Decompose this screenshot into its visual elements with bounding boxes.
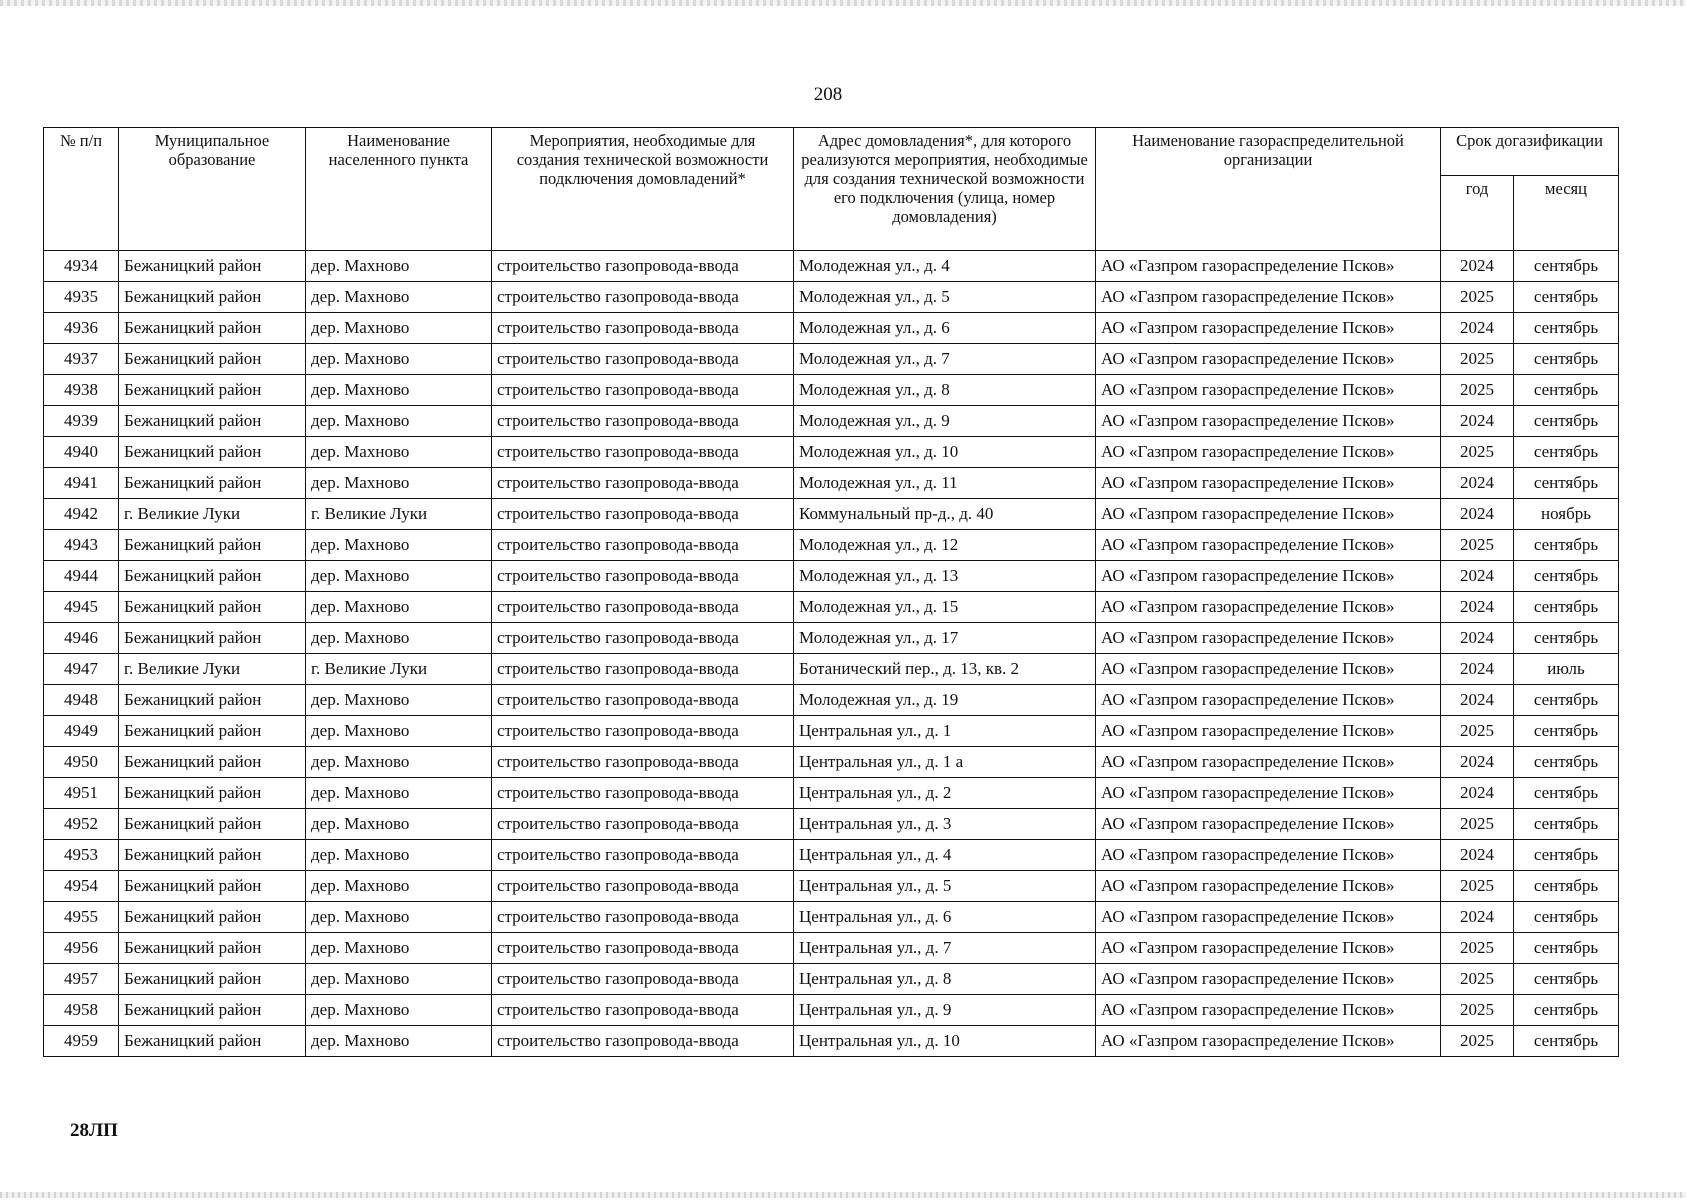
table-row xyxy=(44,561,1619,592)
measure-cell: строительство газопровода-ввода xyxy=(492,437,794,468)
municipality-cell: Бежаницкий район xyxy=(119,623,306,654)
year-cell: 2024 xyxy=(1441,406,1514,437)
measure-cell: строительство газопровода-ввода xyxy=(492,840,794,871)
settlement-cell: дер. Махново xyxy=(306,623,492,654)
address-cell: Молодежная ул., д. 11 xyxy=(794,468,1096,499)
year-cell: 2024 xyxy=(1441,654,1514,685)
settlement-cell: дер. Махново xyxy=(306,406,492,437)
address-cell: Центральная ул., д. 10 xyxy=(794,1026,1096,1057)
header-organization: Наименование газораспределительной организации xyxy=(1096,128,1441,251)
municipality-cell: Бежаницкий район xyxy=(119,1026,306,1057)
address-cell: Молодежная ул., д. 15 xyxy=(794,592,1096,623)
year-cell: 2024 xyxy=(1441,840,1514,871)
measure-cell: строительство газопровода-ввода xyxy=(492,282,794,313)
table-body xyxy=(44,251,1619,1057)
table-row xyxy=(44,623,1619,654)
organization-cell: АО «Газпром газораспределение Псков» xyxy=(1096,747,1441,778)
municipality-cell: Бежаницкий район xyxy=(119,840,306,871)
year-cell: 2024 xyxy=(1441,902,1514,933)
organization-cell: АО «Газпром газораспределение Псков» xyxy=(1096,871,1441,902)
year-cell: 2025 xyxy=(1441,716,1514,747)
year-cell: 2024 xyxy=(1441,468,1514,499)
organization-cell: АО «Газпром газораспределение Псков» xyxy=(1096,561,1441,592)
address-cell: Центральная ул., д. 2 xyxy=(794,778,1096,809)
row-number: 4949 xyxy=(44,716,119,747)
table-row xyxy=(44,685,1619,716)
measure-cell: строительство газопровода-ввода xyxy=(492,592,794,623)
municipality-cell: Бежаницкий район xyxy=(119,313,306,344)
address-cell: Центральная ул., д. 6 xyxy=(794,902,1096,933)
year-cell: 2025 xyxy=(1441,344,1514,375)
month-cell: сентябрь xyxy=(1514,251,1619,282)
address-cell: Центральная ул., д. 7 xyxy=(794,933,1096,964)
municipality-cell: Бежаницкий район xyxy=(119,747,306,778)
organization-cell: АО «Газпром газораспределение Псков» xyxy=(1096,623,1441,654)
municipality-cell: Бежаницкий район xyxy=(119,437,306,468)
measure-cell: строительство газопровода-ввода xyxy=(492,499,794,530)
year-cell: 2024 xyxy=(1441,499,1514,530)
year-cell: 2025 xyxy=(1441,933,1514,964)
table-row xyxy=(44,809,1619,840)
row-number: 4936 xyxy=(44,313,119,344)
address-cell: Молодежная ул., д. 13 xyxy=(794,561,1096,592)
row-number: 4946 xyxy=(44,623,119,654)
gasification-table xyxy=(43,127,1619,1057)
month-cell: сентябрь xyxy=(1514,809,1619,840)
organization-cell: АО «Газпром газораспределение Псков» xyxy=(1096,1026,1441,1057)
month-cell: ноябрь xyxy=(1514,499,1619,530)
row-number: 4955 xyxy=(44,902,119,933)
row-number: 4941 xyxy=(44,468,119,499)
table-row xyxy=(44,871,1619,902)
address-cell: Молодежная ул., д. 9 xyxy=(794,406,1096,437)
organization-cell: АО «Газпром газораспределение Псков» xyxy=(1096,530,1441,561)
settlement-cell: дер. Махново xyxy=(306,344,492,375)
row-number: 4951 xyxy=(44,778,119,809)
organization-cell: АО «Газпром газораспределение Псков» xyxy=(1096,468,1441,499)
month-cell: сентябрь xyxy=(1514,1026,1619,1057)
measure-cell: строительство газопровода-ввода xyxy=(492,964,794,995)
measure-cell: строительство газопровода-ввода xyxy=(492,685,794,716)
municipality-cell: Бежаницкий район xyxy=(119,933,306,964)
organization-cell: АО «Газпром газораспределение Псков» xyxy=(1096,437,1441,468)
settlement-cell: дер. Махново xyxy=(306,685,492,716)
measure-cell: строительство газопровода-ввода xyxy=(492,747,794,778)
row-number: 4945 xyxy=(44,592,119,623)
municipality-cell: Бежаницкий район xyxy=(119,902,306,933)
table-row xyxy=(44,654,1619,685)
address-cell: Молодежная ул., д. 17 xyxy=(794,623,1096,654)
settlement-cell: дер. Махново xyxy=(306,778,492,809)
year-cell: 2024 xyxy=(1441,685,1514,716)
table-row xyxy=(44,437,1619,468)
year-cell: 2025 xyxy=(1441,437,1514,468)
month-cell: сентябрь xyxy=(1514,592,1619,623)
settlement-cell: дер. Махново xyxy=(306,933,492,964)
municipality-cell: г. Великие Луки xyxy=(119,499,306,530)
header-address: Адрес домовладения*, для которого реализуются мероприятия, необходимые для создания технической возможности его подключения (улица, номер домовладения) xyxy=(794,128,1096,251)
table-row xyxy=(44,1026,1619,1057)
address-cell: Центральная ул., д. 8 xyxy=(794,964,1096,995)
measure-cell: строительство газопровода-ввода xyxy=(492,375,794,406)
table-row xyxy=(44,251,1619,282)
organization-cell: АО «Газпром газораспределение Псков» xyxy=(1096,778,1441,809)
settlement-cell: дер. Махново xyxy=(306,530,492,561)
organization-cell: АО «Газпром газораспределение Псков» xyxy=(1096,282,1441,313)
header-month: месяц xyxy=(1514,176,1619,251)
organization-cell: АО «Газпром газораспределение Псков» xyxy=(1096,344,1441,375)
organization-cell: АО «Газпром газораспределение Псков» xyxy=(1096,902,1441,933)
address-cell: Молодежная ул., д. 8 xyxy=(794,375,1096,406)
row-number: 4943 xyxy=(44,530,119,561)
address-cell: Центральная ул., д. 1 xyxy=(794,716,1096,747)
municipality-cell: Бежаницкий район xyxy=(119,375,306,406)
organization-cell: АО «Газпром газораспределение Псков» xyxy=(1096,654,1441,685)
measure-cell: строительство газопровода-ввода xyxy=(492,809,794,840)
table-row xyxy=(44,313,1619,344)
measure-cell: строительство газопровода-ввода xyxy=(492,933,794,964)
settlement-cell: дер. Махново xyxy=(306,809,492,840)
measure-cell: строительство газопровода-ввода xyxy=(492,654,794,685)
year-cell: 2025 xyxy=(1441,964,1514,995)
table-row xyxy=(44,530,1619,561)
organization-cell: АО «Газпром газораспределение Псков» xyxy=(1096,592,1441,623)
month-cell: сентябрь xyxy=(1514,282,1619,313)
address-cell: Ботанический пер., д. 13, кв. 2 xyxy=(794,654,1096,685)
table-row xyxy=(44,375,1619,406)
address-cell: Коммунальный пр-д., д. 40 xyxy=(794,499,1096,530)
month-cell: сентябрь xyxy=(1514,375,1619,406)
row-number: 4935 xyxy=(44,282,119,313)
month-cell: сентябрь xyxy=(1514,778,1619,809)
organization-cell: АО «Газпром газораспределение Псков» xyxy=(1096,375,1441,406)
measure-cell: строительство газопровода-ввода xyxy=(492,1026,794,1057)
year-cell: 2025 xyxy=(1441,530,1514,561)
month-cell: сентябрь xyxy=(1514,623,1619,654)
scan-edge-top xyxy=(0,0,1686,6)
settlement-cell: дер. Махново xyxy=(306,840,492,871)
settlement-cell: г. Великие Луки xyxy=(306,499,492,530)
address-cell: Центральная ул., д. 3 xyxy=(794,809,1096,840)
row-number: 4948 xyxy=(44,685,119,716)
measure-cell: строительство газопровода-ввода xyxy=(492,778,794,809)
year-cell: 2024 xyxy=(1441,778,1514,809)
header-measures: Мероприятия, необходимые для создания технической возможности подключения домовладений* xyxy=(492,128,794,251)
address-cell: Центральная ул., д. 9 xyxy=(794,995,1096,1026)
settlement-cell: дер. Махново xyxy=(306,747,492,778)
municipality-cell: Бежаницкий район xyxy=(119,995,306,1026)
year-cell: 2024 xyxy=(1441,251,1514,282)
month-cell: сентябрь xyxy=(1514,313,1619,344)
table-row xyxy=(44,468,1619,499)
municipality-cell: Бежаницкий район xyxy=(119,778,306,809)
month-cell: сентябрь xyxy=(1514,871,1619,902)
settlement-cell: дер. Махново xyxy=(306,437,492,468)
month-cell: сентябрь xyxy=(1514,344,1619,375)
municipality-cell: Бежаницкий район xyxy=(119,685,306,716)
settlement-cell: дер. Махново xyxy=(306,995,492,1026)
table-row xyxy=(44,406,1619,437)
row-number: 4934 xyxy=(44,251,119,282)
month-cell: сентябрь xyxy=(1514,747,1619,778)
measure-cell: строительство газопровода-ввода xyxy=(492,406,794,437)
row-number: 4952 xyxy=(44,809,119,840)
year-cell: 2025 xyxy=(1441,995,1514,1026)
organization-cell: АО «Газпром газораспределение Псков» xyxy=(1096,933,1441,964)
measure-cell: строительство газопровода-ввода xyxy=(492,468,794,499)
address-cell: Молодежная ул., д. 12 xyxy=(794,530,1096,561)
organization-cell: АО «Газпром газораспределение Псков» xyxy=(1096,499,1441,530)
municipality-cell: г. Великие Луки xyxy=(119,654,306,685)
row-number: 4942 xyxy=(44,499,119,530)
header-settlement: Наименование населенного пункта xyxy=(306,128,492,251)
month-cell: сентябрь xyxy=(1514,685,1619,716)
table-row xyxy=(44,592,1619,623)
organization-cell: АО «Газпром газораспределение Псков» xyxy=(1096,685,1441,716)
month-cell: сентябрь xyxy=(1514,995,1619,1026)
organization-cell: АО «Газпром газораспределение Псков» xyxy=(1096,809,1441,840)
measure-cell: строительство газопровода-ввода xyxy=(492,716,794,747)
table-row xyxy=(44,933,1619,964)
address-cell: Молодежная ул., д. 5 xyxy=(794,282,1096,313)
year-cell: 2025 xyxy=(1441,871,1514,902)
header-municipality: Муниципальное образование xyxy=(119,128,306,251)
table-row xyxy=(44,282,1619,313)
year-cell: 2025 xyxy=(1441,282,1514,313)
row-number: 4954 xyxy=(44,871,119,902)
row-number: 4938 xyxy=(44,375,119,406)
month-cell: сентябрь xyxy=(1514,468,1619,499)
address-cell: Центральная ул., д. 5 xyxy=(794,871,1096,902)
settlement-cell: дер. Махново xyxy=(306,1026,492,1057)
row-number: 4959 xyxy=(44,1026,119,1057)
month-cell: сентябрь xyxy=(1514,530,1619,561)
year-cell: 2025 xyxy=(1441,1026,1514,1057)
address-cell: Молодежная ул., д. 4 xyxy=(794,251,1096,282)
settlement-cell: дер. Махново xyxy=(306,902,492,933)
row-number: 4939 xyxy=(44,406,119,437)
table-header xyxy=(44,128,1619,251)
settlement-cell: г. Великие Луки xyxy=(306,654,492,685)
year-cell: 2025 xyxy=(1441,375,1514,406)
month-cell: сентябрь xyxy=(1514,964,1619,995)
scan-edge-bottom xyxy=(0,1192,1686,1198)
municipality-cell: Бежаницкий район xyxy=(119,251,306,282)
measure-cell: строительство газопровода-ввода xyxy=(492,251,794,282)
organization-cell: АО «Газпром газораспределение Псков» xyxy=(1096,313,1441,344)
address-cell: Центральная ул., д. 1 а xyxy=(794,747,1096,778)
table-row xyxy=(44,964,1619,995)
measure-cell: строительство газопровода-ввода xyxy=(492,530,794,561)
measure-cell: строительство газопровода-ввода xyxy=(492,902,794,933)
municipality-cell: Бежаницкий район xyxy=(119,964,306,995)
measure-cell: строительство газопровода-ввода xyxy=(492,623,794,654)
table-row xyxy=(44,499,1619,530)
organization-cell: АО «Газпром газораспределение Псков» xyxy=(1096,406,1441,437)
table-row xyxy=(44,344,1619,375)
municipality-cell: Бежаницкий район xyxy=(119,809,306,840)
municipality-cell: Бежаницкий район xyxy=(119,716,306,747)
year-cell: 2025 xyxy=(1441,809,1514,840)
municipality-cell: Бежаницкий район xyxy=(119,530,306,561)
year-cell: 2024 xyxy=(1441,561,1514,592)
measure-cell: строительство газопровода-ввода xyxy=(492,313,794,344)
row-number: 4956 xyxy=(44,933,119,964)
municipality-cell: Бежаницкий район xyxy=(119,344,306,375)
settlement-cell: дер. Махново xyxy=(306,375,492,406)
table-row xyxy=(44,747,1619,778)
row-number: 4940 xyxy=(44,437,119,468)
month-cell: сентябрь xyxy=(1514,902,1619,933)
row-number: 4957 xyxy=(44,964,119,995)
settlement-cell: дер. Махново xyxy=(306,251,492,282)
month-cell: сентябрь xyxy=(1514,933,1619,964)
month-cell: сентябрь xyxy=(1514,840,1619,871)
municipality-cell: Бежаницкий район xyxy=(119,592,306,623)
month-cell: сентябрь xyxy=(1514,561,1619,592)
month-cell: сентябрь xyxy=(1514,437,1619,468)
organization-cell: АО «Газпром газораспределение Псков» xyxy=(1096,840,1441,871)
settlement-cell: дер. Махново xyxy=(306,468,492,499)
table-row xyxy=(44,716,1619,747)
row-number: 4937 xyxy=(44,344,119,375)
municipality-cell: Бежаницкий район xyxy=(119,406,306,437)
table-row xyxy=(44,840,1619,871)
organization-cell: АО «Газпром газораспределение Псков» xyxy=(1096,964,1441,995)
row-number: 4944 xyxy=(44,561,119,592)
municipality-cell: Бежаницкий район xyxy=(119,468,306,499)
address-cell: Молодежная ул., д. 10 xyxy=(794,437,1096,468)
organization-cell: АО «Газпром газораспределение Псков» xyxy=(1096,251,1441,282)
month-cell: июль xyxy=(1514,654,1619,685)
table-row xyxy=(44,778,1619,809)
footer-code: 28ЛП xyxy=(70,1120,118,1141)
month-cell: сентябрь xyxy=(1514,716,1619,747)
settlement-cell: дер. Махново xyxy=(306,561,492,592)
table-row xyxy=(44,902,1619,933)
measure-cell: строительство газопровода-ввода xyxy=(492,561,794,592)
month-cell: сентябрь xyxy=(1514,406,1619,437)
year-cell: 2024 xyxy=(1441,623,1514,654)
year-cell: 2024 xyxy=(1441,747,1514,778)
settlement-cell: дер. Махново xyxy=(306,592,492,623)
year-cell: 2024 xyxy=(1441,313,1514,344)
header-num: № п/п xyxy=(44,128,119,251)
page-number: 208 xyxy=(813,84,843,105)
year-cell: 2024 xyxy=(1441,592,1514,623)
address-cell: Молодежная ул., д. 6 xyxy=(794,313,1096,344)
measure-cell: строительство газопровода-ввода xyxy=(492,344,794,375)
header-deadline: Срок догазификации xyxy=(1441,128,1619,176)
municipality-cell: Бежаницкий район xyxy=(119,871,306,902)
settlement-cell: дер. Махново xyxy=(306,716,492,747)
settlement-cell: дер. Махново xyxy=(306,313,492,344)
settlement-cell: дер. Махново xyxy=(306,871,492,902)
organization-cell: АО «Газпром газораспределение Псков» xyxy=(1096,995,1441,1026)
municipality-cell: Бежаницкий район xyxy=(119,561,306,592)
table-row xyxy=(44,995,1619,1026)
settlement-cell: дер. Махново xyxy=(306,964,492,995)
header-year: год xyxy=(1441,176,1514,251)
row-number: 4958 xyxy=(44,995,119,1026)
address-cell: Молодежная ул., д. 7 xyxy=(794,344,1096,375)
row-number: 4947 xyxy=(44,654,119,685)
municipality-cell: Бежаницкий район xyxy=(119,282,306,313)
measure-cell: строительство газопровода-ввода xyxy=(492,871,794,902)
organization-cell: АО «Газпром газораспределение Псков» xyxy=(1096,716,1441,747)
row-number: 4950 xyxy=(44,747,119,778)
settlement-cell: дер. Махново xyxy=(306,282,492,313)
address-cell: Молодежная ул., д. 19 xyxy=(794,685,1096,716)
measure-cell: строительство газопровода-ввода xyxy=(492,995,794,1026)
address-cell: Центральная ул., д. 4 xyxy=(794,840,1096,871)
row-number: 4953 xyxy=(44,840,119,871)
